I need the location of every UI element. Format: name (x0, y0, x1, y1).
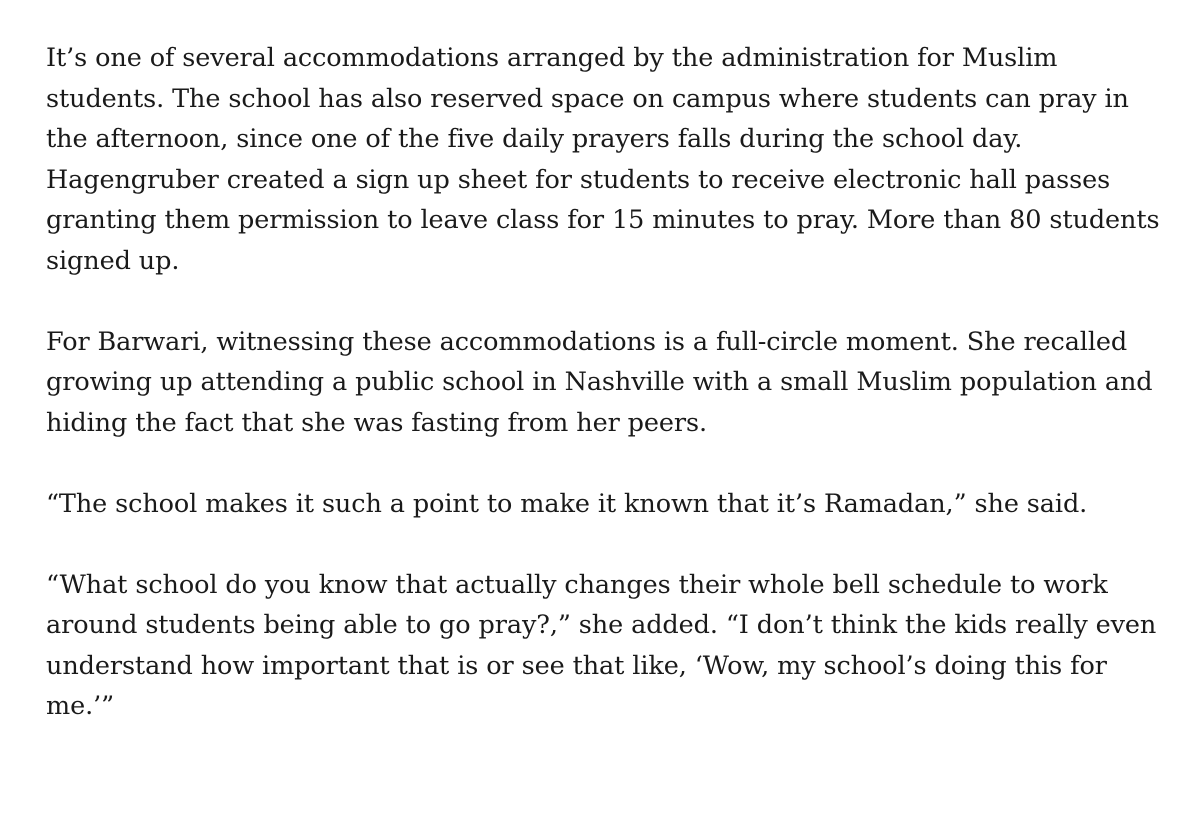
article-paragraph: “The school makes it such a point to make it known that it’s Ramadan,” she said. (46, 488, 1088, 519)
article-paragraph: “What school do you know that actually changes their whole bell schedule to work around students being able to go pray?,” she added. “I don’t think the kids really even understand how important that is or see that like, ‘Wow, my school’s doing this for me.’” (46, 569, 1157, 721)
article-paragraph: For Barwari, witnessing these accommodations is a full-circle moment. She recalled growing up attending a public school in Nashville with a small Muslim population and hiding the fact that she was fasting from her peers. (46, 326, 1153, 438)
article-body (46, 38, 1166, 727)
article-paragraph: It’s one of several accommodations arranged by the administration for Muslim students. The school has also reserved space on campus where students can pray in the afternoon, since one of the five daily prayers falls during the school day. Hagengruber created a sign up sheet for students to receive electronic hall passes granting them permission to leave class for 15 minutes to pray. More than 80 students signed up. (46, 43, 1160, 276)
